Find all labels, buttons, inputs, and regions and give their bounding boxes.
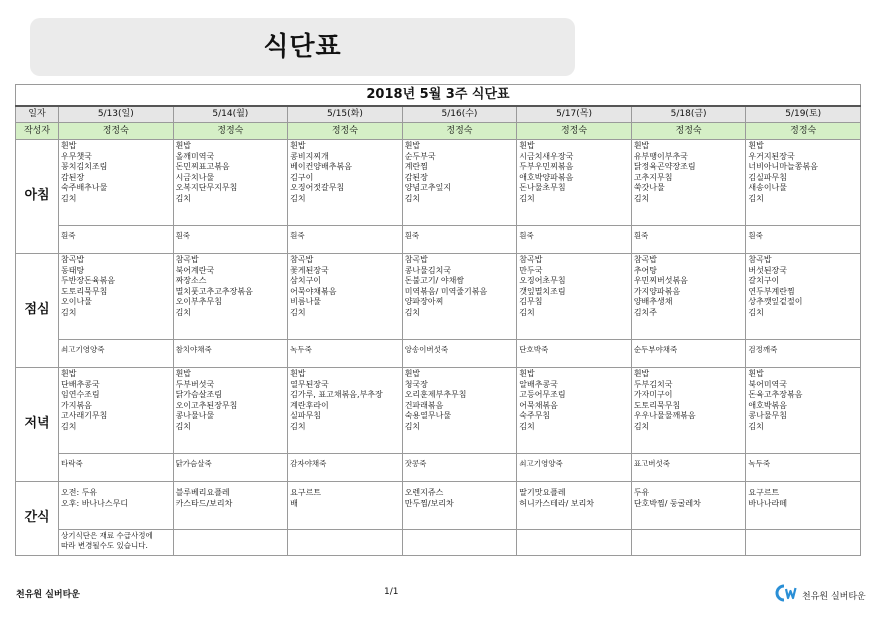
empty-cell (517, 530, 632, 556)
breakfast-menu-cell (59, 140, 174, 226)
author-cell: 정정숙 (288, 123, 403, 140)
dish-item: 김가루, 표고채볶음,부추장 (290, 390, 383, 399)
dish-item: 도토리묵무침 (61, 286, 108, 296)
dish-item: 콩나물나물 (175, 411, 215, 420)
dish-item: 버섯된장국 (748, 265, 788, 275)
snack-cell (631, 482, 746, 530)
dish-item: 참곡밥 (175, 255, 199, 264)
dish-item: 김실파무침 (748, 172, 788, 182)
dish-item: 참곡밥 (633, 255, 657, 264)
dish-item: 시금치새우장국 (519, 151, 574, 161)
dish-item: 오징어초무침 (519, 276, 566, 285)
breakfast-porridge-cell: 흰죽 (631, 226, 746, 254)
snack-cell (517, 482, 632, 530)
logo-text: 천유원 실버타운 (802, 591, 866, 602)
dish-item: 상추깻잎겉절이 (748, 297, 803, 306)
lunch-menu-cell (631, 254, 746, 340)
dinner-porridge-cell: 감자야채죽 (288, 454, 403, 482)
empty-cell (288, 530, 403, 556)
dish-item: 김치 (61, 421, 77, 431)
dish-item: 건파래볶음 (404, 400, 444, 410)
dish-item: 시금치나물 (175, 172, 215, 182)
dish-item: 돈불고기/ 야채쌈 (404, 276, 465, 285)
date-cell: 5/19(토) (746, 106, 861, 123)
dish-item: 두반장돈육볶음 (61, 276, 116, 285)
author-cell: 정정숙 (402, 123, 517, 140)
dinner-porridge-cell: 타락죽 (59, 454, 174, 482)
dish-item: 올깨미역국 (175, 151, 215, 161)
breakfast-porridge-cell: 흰죽 (173, 226, 288, 254)
dish-item: 숙주무침 (519, 411, 551, 420)
dish-item: 흰밥 (61, 141, 77, 150)
author-cell: 정정숙 (517, 123, 632, 140)
dish-item: 닭정육곤약장조림 (633, 162, 696, 171)
menu-table (15, 84, 861, 556)
dish-item: 감된장 (61, 172, 85, 182)
dish-item: 흰밥 (633, 141, 650, 150)
dish-item: 두부김치국 (633, 379, 673, 389)
breakfast-menu-cell (517, 140, 632, 226)
lunch-menu-cell (402, 254, 517, 340)
date-cell: 5/18(금) (631, 106, 746, 123)
lunch-label: 점심 (16, 254, 59, 368)
dish-item: 참곡밥 (61, 255, 85, 264)
empty-cell (631, 530, 746, 556)
dish-item: 김무침 (519, 297, 543, 306)
date-cell: 5/13(일) (59, 106, 174, 123)
dish-item: 김치 (175, 193, 192, 203)
snack-cell (59, 482, 174, 530)
dish-item: 오리훈제부추무침 (404, 390, 467, 399)
dinner-menu-cell (173, 368, 288, 454)
lunch-menu-cell (59, 254, 174, 340)
dish-item: 김치 (748, 193, 764, 203)
dish-item: 김치 (633, 193, 650, 203)
dish-item: 돈나물초무침 (519, 183, 566, 192)
dish-item: 김치 (748, 307, 764, 317)
snack-item: 오전: 두유 (61, 488, 98, 497)
breakfast-menu-cell (288, 140, 403, 226)
dish-item: 참곡밥 (404, 255, 428, 264)
breakfast-menu-cell (173, 140, 288, 226)
dish-item: 오이부추무침 (175, 297, 222, 306)
lunch-porridge-cell: 단호박죽 (517, 340, 632, 368)
lunch-porridge-cell: 검정깨죽 (746, 340, 861, 368)
dish-item: 베이컨양배추볶음 (290, 162, 352, 171)
dish-item: 흰밥 (748, 141, 764, 150)
dinner-label: 저녁 (16, 368, 59, 482)
breakfast-porridge-cell: 흰죽 (402, 226, 517, 254)
dish-item: 김치주 (633, 307, 657, 317)
dish-item: 김치 (175, 421, 192, 431)
dinner-menu-cell (517, 368, 632, 454)
dish-item: 갯잎멸치조림 (519, 286, 566, 296)
author-cell: 정정숙 (746, 123, 861, 140)
dish-item: 참곡밥 (519, 255, 543, 264)
dish-item: 양파장아찌 (404, 297, 444, 306)
dish-item: 새송이나물 (748, 183, 788, 192)
dish-item: 흰밥 (290, 369, 306, 378)
dish-item: 만두국 (519, 265, 543, 275)
dinner-porridge-cell: 녹두죽 (746, 454, 861, 482)
dish-item: 북어계란국 (175, 265, 215, 275)
dish-item: 도토리묵무침 (633, 400, 681, 410)
dish-item: 닭가슴살조림 (175, 390, 222, 399)
dish-item: 고사래기무침 (61, 411, 108, 420)
dish-item: 계란찜 (404, 162, 428, 171)
lunch-menu-cell (173, 254, 288, 340)
snack-item: 카스타드/보리차 (175, 498, 233, 508)
dish-item: 김치 (519, 421, 535, 431)
dish-item: 고등어무조림 (519, 390, 566, 399)
dinner-porridge-cell: 닭가슴살죽 (173, 454, 288, 482)
snack-item: 요구르트 (290, 488, 322, 497)
snack-item: 오후: 바나나스무디 (61, 498, 129, 508)
dish-item: 갈치구이 (748, 276, 780, 285)
footer-organization: 천유원 실버타운 (16, 590, 80, 600)
snack-cell (402, 482, 517, 530)
dish-item: 돈육고추장볶음 (748, 390, 803, 399)
dish-item: 콩나물김치국 (404, 265, 452, 275)
dish-item: 고추지무침 (633, 172, 673, 182)
dish-item: 어묵채볶음 (519, 400, 558, 410)
snack-item: 바나나라떼 (748, 498, 788, 508)
dish-item: 청국장 (404, 379, 428, 389)
lunch-porridge-cell: 앙송이버섯죽 (402, 340, 517, 368)
dinner-menu-cell (631, 368, 746, 454)
dinner-porridge-cell: 쇠고기영양죽 (517, 454, 632, 482)
lunch-menu-cell (288, 254, 403, 340)
dish-item: 흰밥 (61, 369, 77, 378)
dish-item: 흰밥 (519, 141, 535, 150)
dish-item: 우우나물물깨볶음 (633, 411, 696, 420)
snack-item: 허니카스테라/ 보리차 (519, 498, 595, 508)
dish-item: 김치 (404, 193, 421, 203)
dish-item: 너비아니마늘쫑볶음 (748, 162, 818, 171)
dish-item: 오이고추된장무침 (175, 400, 238, 410)
dish-item: 김치 (519, 307, 535, 317)
dish-item: 숙주배추나물 (61, 183, 108, 192)
dish-item: 김치 (748, 421, 764, 431)
empty-cell (402, 530, 517, 556)
dish-item: 양배추생채 (633, 297, 673, 306)
dish-item: 멸치풋고추고추장볶음 (175, 286, 253, 296)
snack-item: 블루베리요플레 (175, 488, 230, 497)
dish-item: 김치 (290, 421, 306, 431)
dish-item: 추어탕 (633, 265, 657, 275)
dish-item: 계란후라이 (290, 400, 329, 410)
snack-item: 만두찜/보리차 (404, 498, 454, 508)
dish-item: 짜장소스 (175, 276, 207, 285)
dish-item: 알배추콩국 (519, 379, 558, 389)
dish-item: 오이나물 (61, 297, 92, 306)
footer-logo (775, 583, 866, 607)
snack-cell (288, 482, 403, 530)
dish-item: 콩나물무침 (748, 411, 788, 420)
notice-line: 따라 변경될수도 있습니다. (61, 540, 148, 550)
dish-item: 가지양파볶음 (633, 286, 681, 296)
title-banner (30, 18, 575, 76)
dish-item: 김치 (61, 193, 77, 203)
dish-item: 유부땡이부추국 (633, 151, 688, 161)
dish-item: 흰밥 (290, 141, 306, 150)
dish-item: 우무챗국 (61, 151, 92, 161)
dish-item: 김치 (404, 421, 421, 431)
dish-item: 김치 (633, 421, 650, 431)
table-heading: 2018년 5월 3주 식단표 (16, 85, 861, 107)
breakfast-porridge-cell: 흰죽 (288, 226, 403, 254)
snack-cell (746, 482, 861, 530)
dish-item: 김치 (61, 307, 77, 317)
dish-item: 흰밥 (633, 369, 650, 378)
dish-item: 두부버섯국 (175, 379, 215, 389)
dish-item: 콩비지찌개 (290, 151, 329, 161)
notice-line: 상기식단은 재료 수급사정에 (61, 531, 153, 540)
snack-label: 간식 (16, 482, 59, 556)
dish-item: 단배추콩국 (61, 379, 100, 389)
dish-item: 실파무침 (290, 411, 322, 420)
date-cell: 5/17(목) (517, 106, 632, 123)
dinner-porridge-cell: 잣콩죽 (402, 454, 517, 482)
dish-item: 임연수조림 (61, 390, 100, 399)
dish-item: 어묵야채볶음 (290, 286, 337, 296)
dish-item: 연두부계란찜 (748, 286, 795, 296)
dish-item: 순두부국 (404, 151, 436, 161)
empty-cell (746, 530, 861, 556)
dinner-menu-cell (288, 368, 403, 454)
date-cell: 5/16(수) (402, 106, 517, 123)
lunch-porridge-cell: 순두부야채죽 (631, 340, 746, 368)
snack-item: 두유 (633, 488, 650, 497)
snack-cell (173, 482, 288, 530)
lunch-menu-cell (517, 254, 632, 340)
author-cell: 정정숙 (173, 123, 288, 140)
date-label: 일자 (16, 106, 59, 123)
dish-item: 오복지단무지무침 (175, 183, 238, 192)
dinner-menu-cell (59, 368, 174, 454)
page-title: 식단표 (263, 32, 342, 62)
dish-item: 김치 (519, 193, 535, 203)
dish-item: 김구이 (290, 172, 314, 182)
snack-item: 요구르트 (748, 488, 780, 497)
breakfast-porridge-cell: 흰죽 (746, 226, 861, 254)
dish-item: 오징어젓갈무침 (290, 183, 345, 192)
dinner-porridge-cell: 표고버섯죽 (631, 454, 746, 482)
breakfast-menu-cell (631, 140, 746, 226)
snack-item: 딸기맛요플레 (519, 488, 566, 497)
empty-cell (173, 530, 288, 556)
dish-item: 동태탕 (61, 265, 85, 275)
dish-item: 우거지된장국 (748, 151, 795, 161)
cw-logo-icon (775, 583, 799, 607)
dish-item: 흰밥 (748, 369, 764, 378)
dish-item: 흰밥 (175, 141, 192, 150)
dish-item: 비름나물 (290, 297, 322, 306)
dish-item: 미역볶음/ 미역줄기볶음 (404, 286, 488, 296)
dish-item: 꽁치김치조림 (61, 162, 108, 171)
snack-item: 단호박찜/ 둥굴레차 (633, 498, 701, 508)
author-label: 작성자 (16, 123, 59, 140)
dish-item: 쑥갓나물 (633, 183, 665, 192)
dish-item: 열무된장국 (290, 379, 329, 389)
breakfast-label: 아침 (16, 140, 59, 254)
dish-item: 돈민찌표고볶음 (175, 162, 230, 171)
breakfast-porridge-cell: 흰죽 (59, 226, 174, 254)
dish-item: 흰밥 (519, 369, 535, 378)
dish-item: 꽃게된장국 (290, 265, 329, 275)
breakfast-menu-cell (402, 140, 517, 226)
notice-cell (59, 530, 174, 556)
breakfast-menu-cell (746, 140, 861, 226)
dish-item: 애호박양파볶음 (519, 172, 574, 182)
dish-item: 삼치구이 (290, 276, 322, 285)
dish-item: 숙용열무나물 (404, 411, 452, 420)
dish-item: 우민찌버섯볶음 (633, 276, 688, 285)
lunch-porridge-cell: 참치야채죽 (173, 340, 288, 368)
dish-item: 김치 (175, 307, 192, 317)
dish-item: 참곡밥 (748, 255, 772, 264)
dish-item: 흰밥 (404, 369, 421, 378)
page-number: 1/1 (384, 587, 399, 597)
dish-item: 북어미역국 (748, 379, 788, 389)
author-cell: 정정숙 (59, 123, 174, 140)
snack-item: 배 (290, 498, 298, 508)
dish-item: 흰밥 (175, 369, 192, 378)
lunch-porridge-cell: 쇠고기영양죽 (59, 340, 174, 368)
dish-item: 김치 (290, 307, 306, 317)
lunch-porridge-cell: 녹두죽 (288, 340, 403, 368)
dish-item: 두부우민찌볶음 (519, 162, 574, 171)
lunch-menu-cell (746, 254, 861, 340)
date-cell: 5/15(화) (288, 106, 403, 123)
dish-item: 양념고추잎지 (404, 183, 452, 192)
dish-item: 김치 (404, 307, 421, 317)
date-cell: 5/14(월) (173, 106, 288, 123)
dish-item: 가자미구이 (633, 390, 673, 399)
dish-item: 애호박볶음 (748, 400, 788, 410)
dish-item: 감된장 (404, 172, 428, 182)
author-cell: 정정숙 (631, 123, 746, 140)
dinner-menu-cell (402, 368, 517, 454)
breakfast-porridge-cell: 흰죽 (517, 226, 632, 254)
dish-item: 김치 (290, 193, 306, 203)
dish-item: 가지볶음 (61, 400, 92, 410)
dish-item: 흰밥 (404, 141, 421, 150)
snack-item: 오렌지쥬스 (404, 488, 444, 497)
dish-item: 참곡밥 (290, 255, 314, 264)
dinner-menu-cell (746, 368, 861, 454)
